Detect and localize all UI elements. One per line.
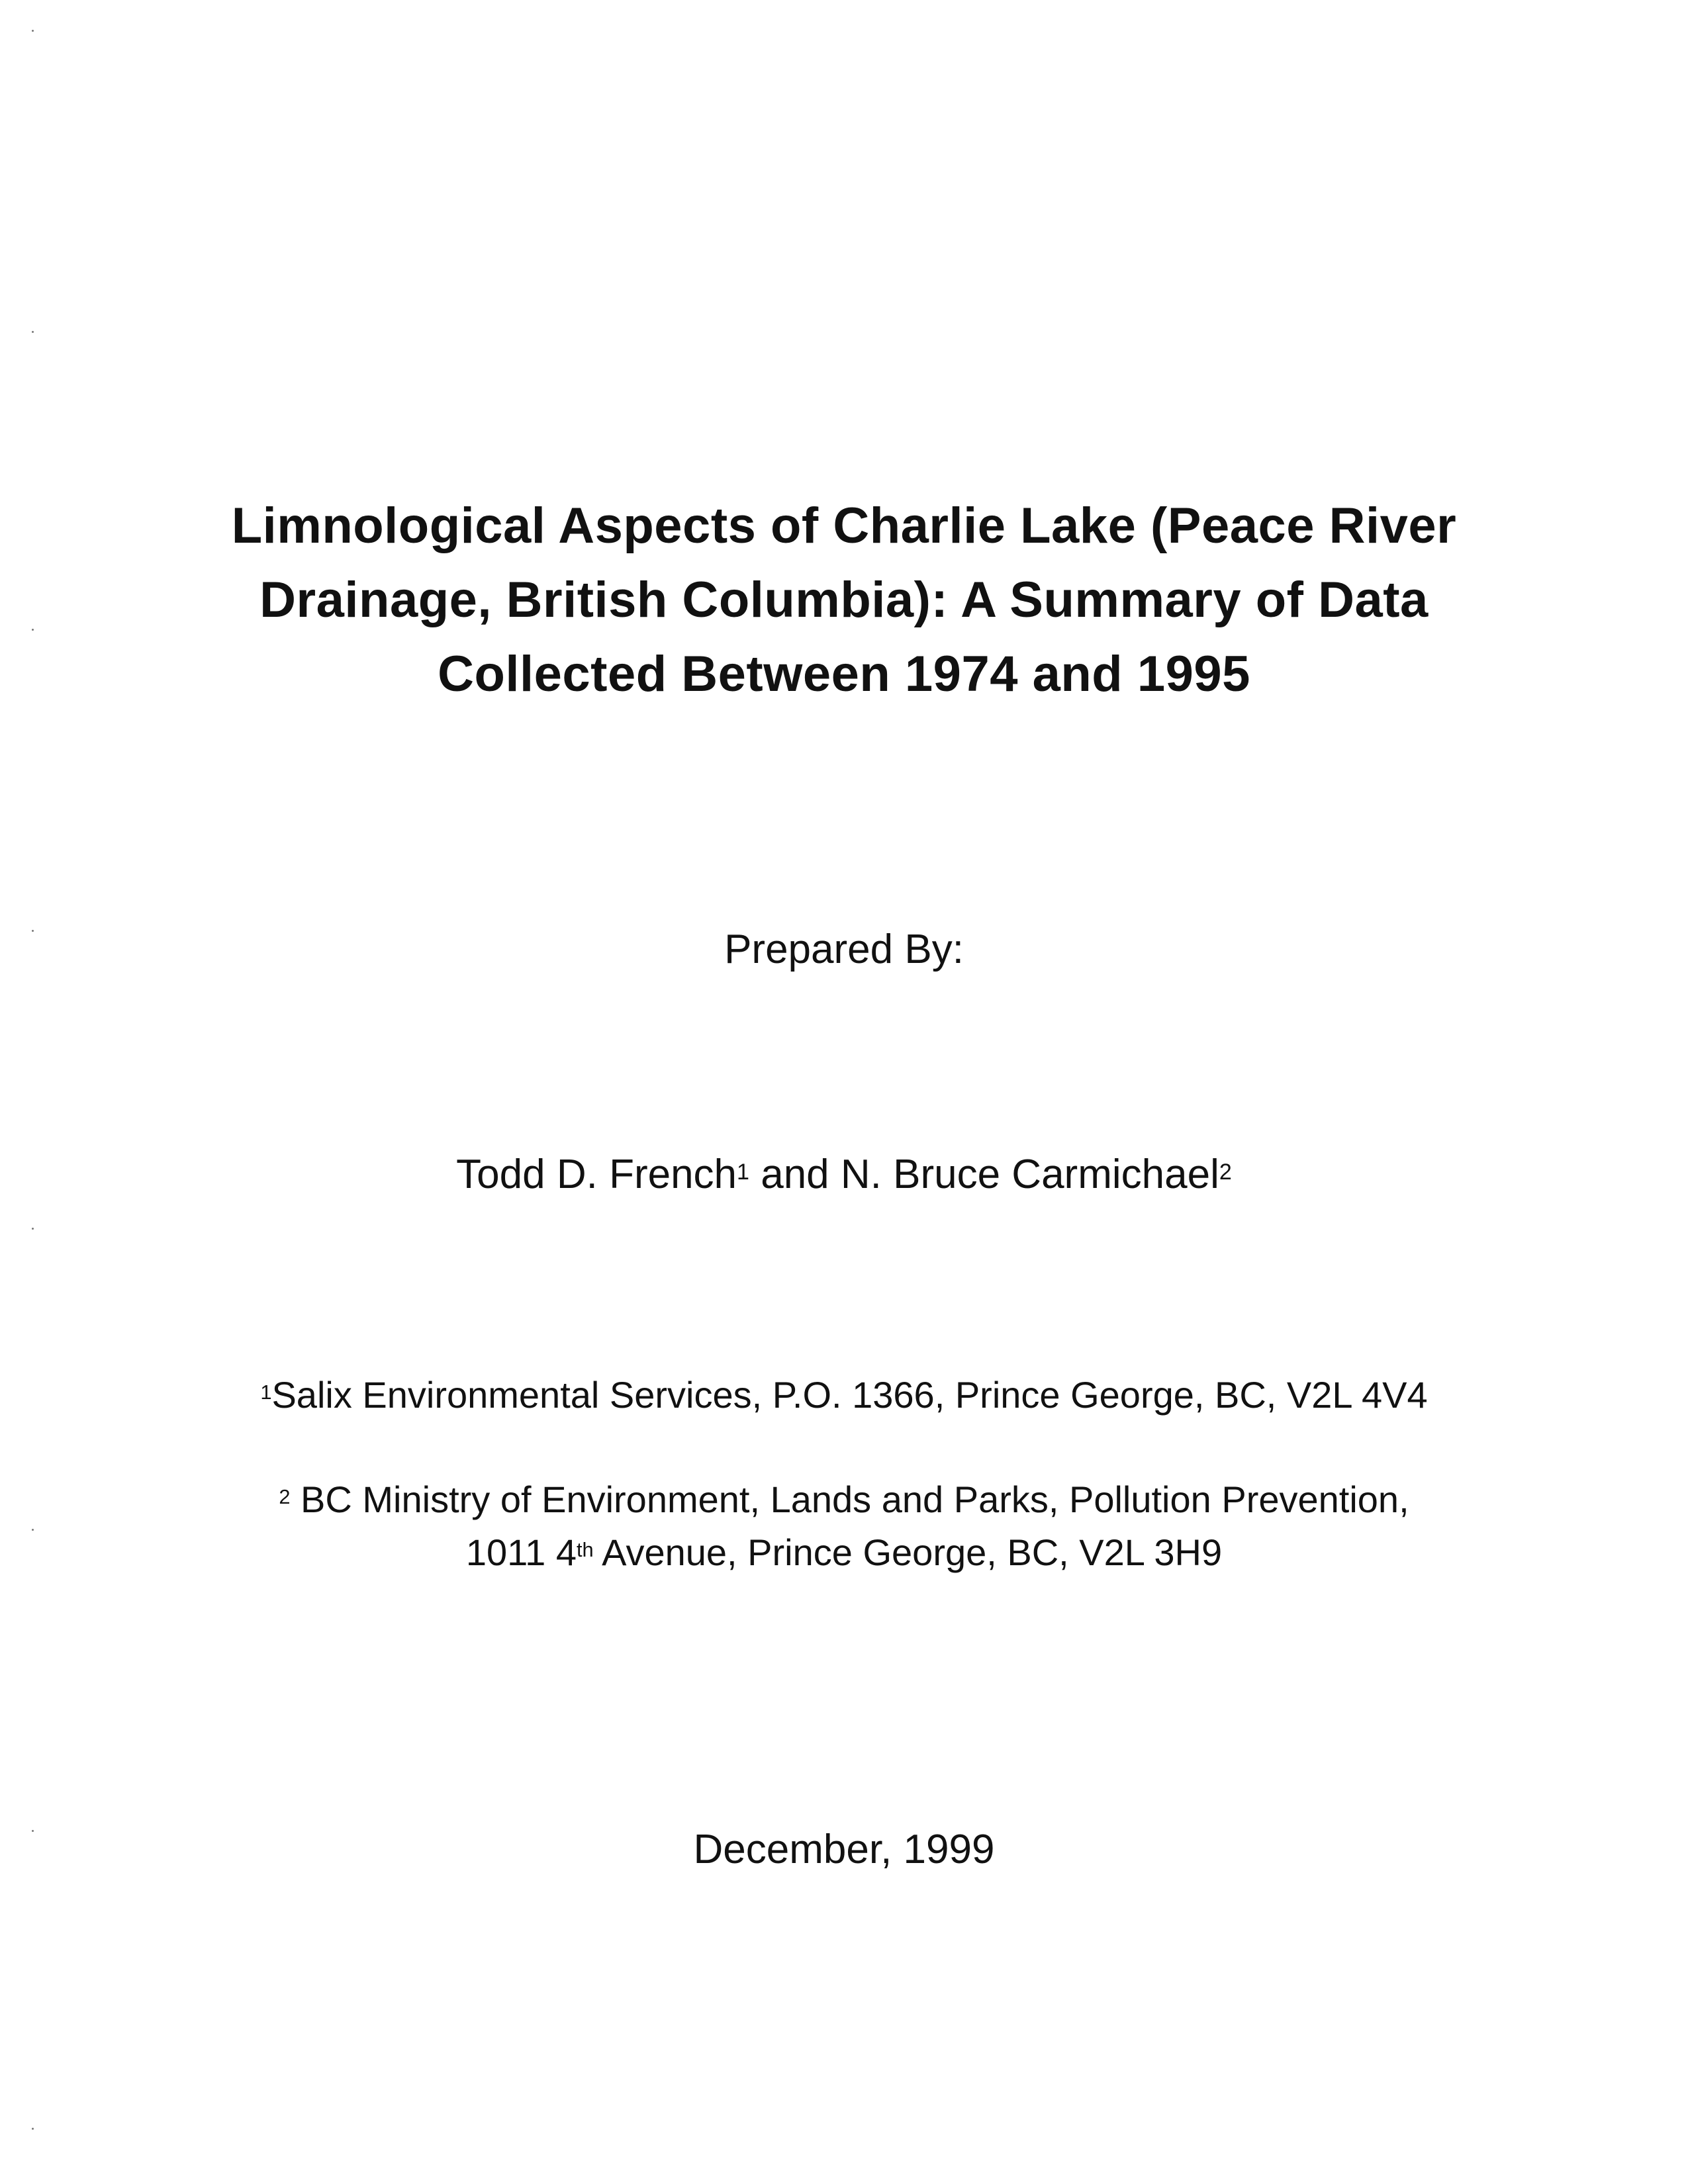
affiliation-1-text: Salix Environmental Services, P.O. 1366, Prince George, BC, V2L 4V4 bbox=[271, 1374, 1428, 1416]
publication-date: December, 1999 bbox=[693, 1827, 995, 1872]
author-2-mark: 2 bbox=[1219, 1160, 1232, 1185]
authors-line bbox=[0, 1148, 1688, 1201]
author-2-name: N. Bruce Carmichael bbox=[840, 1152, 1219, 1197]
title-line-2: Drainage, British Columbia): A Summary of Data bbox=[259, 572, 1429, 628]
affiliation-1 bbox=[0, 1370, 1688, 1420]
author-conjunction: and bbox=[749, 1152, 841, 1197]
affiliation-2-line-2 bbox=[0, 1527, 1688, 1578]
scan-mark bbox=[32, 2128, 34, 2130]
affiliation-1-mark: 1 bbox=[260, 1381, 272, 1404]
affiliation-2-mark: 2 bbox=[279, 1485, 291, 1508]
scan-mark bbox=[32, 331, 34, 333]
affiliation-2-address-number: 1011 4 bbox=[465, 1531, 577, 1573]
author-1-mark: 1 bbox=[737, 1160, 749, 1185]
affiliation-2-ordinal: th bbox=[576, 1538, 594, 1561]
affiliation-2-line-1 bbox=[0, 1475, 1688, 1525]
title-line-3: Collected Between 1974 and 1995 bbox=[438, 646, 1250, 702]
prepared-by-label: Prepared By: bbox=[724, 927, 964, 972]
scan-mark bbox=[32, 30, 34, 32]
affiliation-2-text-1: BC Ministry of Environment, Lands and Parks, Pollution Prevention, bbox=[290, 1479, 1409, 1520]
title-line-1: Limnological Aspects of Charlie Lake (Peace River bbox=[231, 498, 1457, 554]
affiliation-2-address-rest: Avenue, Prince George, BC, V2L 3H9 bbox=[593, 1531, 1223, 1573]
author-1-name: Todd D. French bbox=[456, 1152, 737, 1197]
scan-mark bbox=[32, 1228, 34, 1230]
